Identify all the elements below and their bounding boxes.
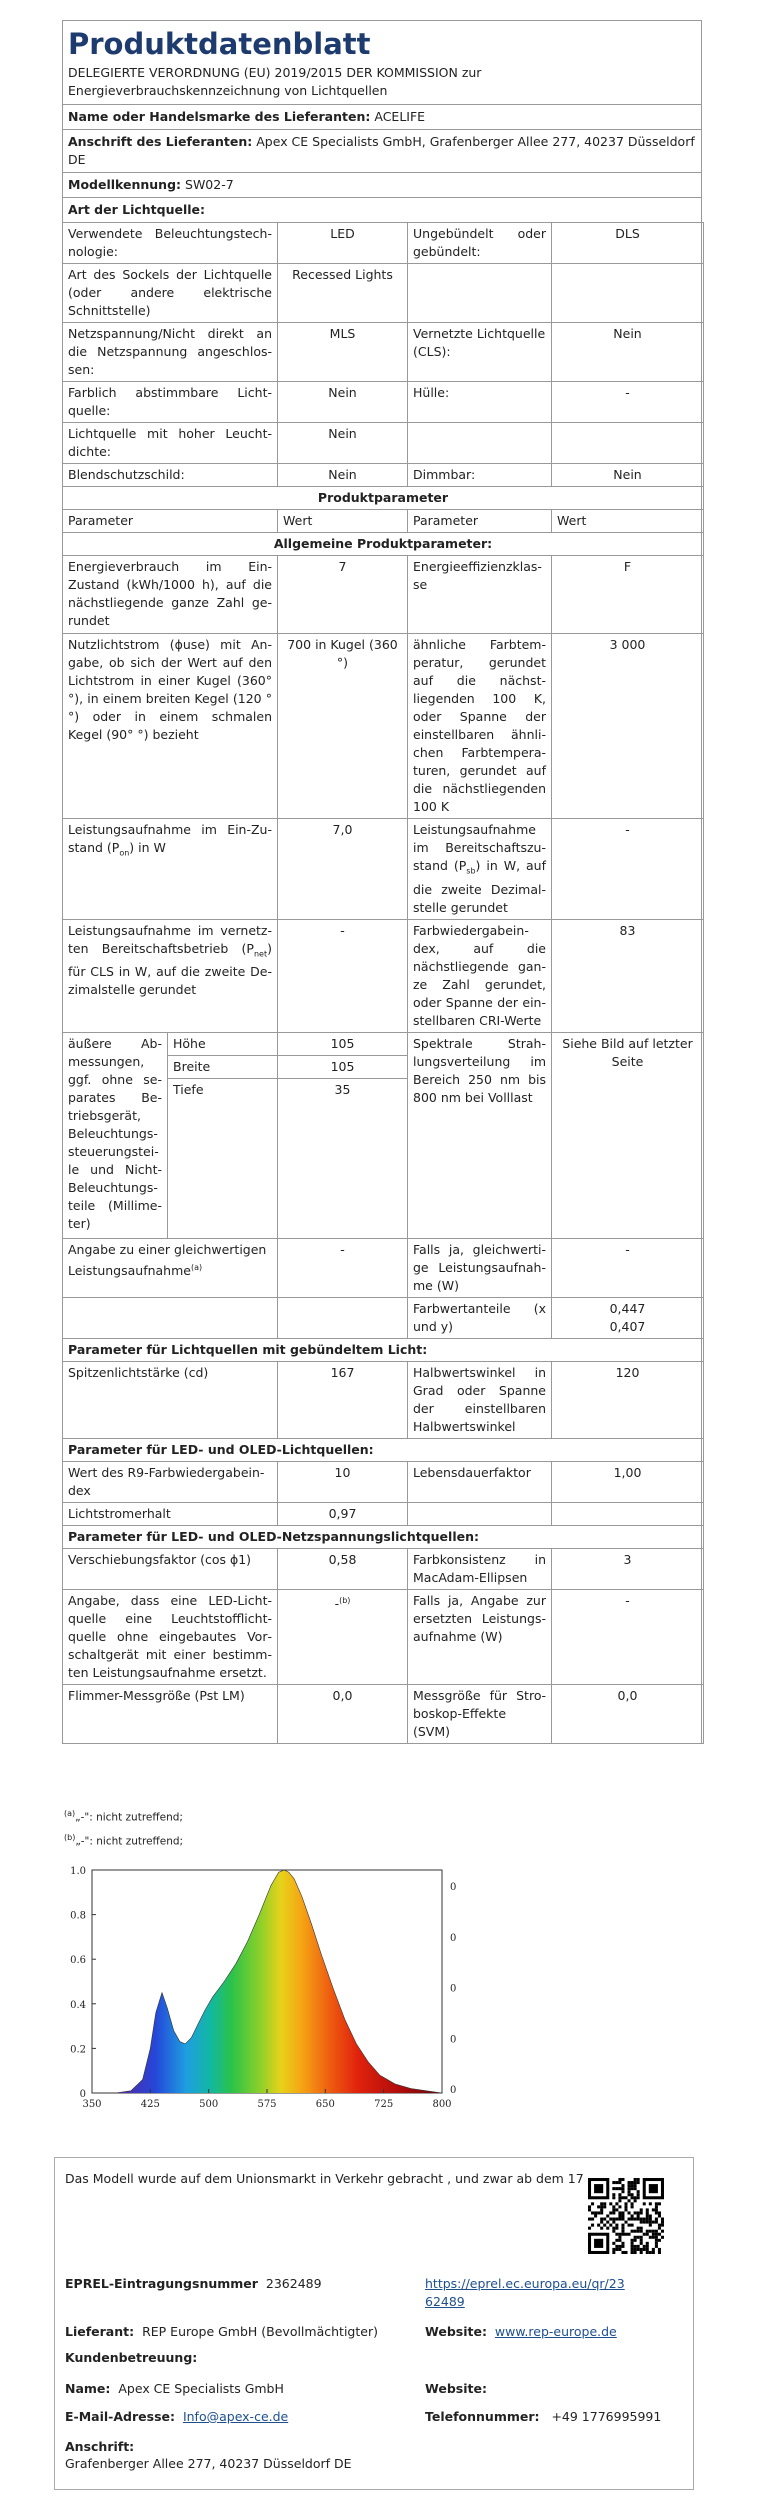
type-cell: Nein	[552, 464, 704, 487]
beam-angle-value: 120	[552, 1361, 704, 1438]
flicker-value: 0,0	[278, 1684, 408, 1743]
type-cell: Art des Sockels der Lichtquelle (oder andere elektrische Schnittstelle)	[63, 264, 278, 323]
x-tick-label: 575	[257, 2099, 277, 2110]
spectral-distribution-label: Spektrale Strahlungsverteilung im Bereich 250 nm bis 800 nm bei Volllast	[408, 1032, 552, 1238]
general-parameters-heading: Allgemeine Produktparameter:	[63, 533, 704, 556]
supplier-address-value: Apex CE Specialists GmbH, Grafenberger Allee 277, 40237 Düsseldorf DE	[68, 134, 695, 167]
replacement-right-label: Falls ja, Angabe zur ersetzten Leistungsaufnahme (W)	[408, 1589, 552, 1684]
light-source-type-table	[62, 222, 704, 1033]
phone-row: Telefonnummer: +49 1776995991	[425, 2409, 662, 2424]
param-cell: Energieeffizienzklasse	[408, 556, 552, 634]
footnote-b: $^{(b)}$„-": nicht zutreffend;	[64, 1832, 184, 1847]
column-header: Parameter	[408, 510, 552, 533]
table-row	[63, 1525, 704, 1548]
survival-factor-value: 1,00	[552, 1461, 704, 1502]
address-label: Anschrift:	[65, 2439, 135, 2454]
empty-cell	[408, 1502, 552, 1525]
table-row	[63, 1461, 704, 1502]
table-row	[63, 1238, 704, 1297]
macadam-label: Farbkonsistenz in MacAdam-Ellipsen	[408, 1548, 552, 1589]
spectral-chart	[52, 1858, 472, 2118]
dimensions-label: äußere Abmessungen, ggf. ohne separates Betriebsgerät, Beleuchtungssteuerungsteile und Nicht-Beleuchtungsteile (Millimeter)	[63, 1032, 168, 1238]
type-cell: Nein	[278, 423, 408, 464]
chromaticity-label: Farbwertanteile (x und y)	[408, 1297, 552, 1338]
dimension-name: Breite	[168, 1055, 278, 1078]
eprel-row	[65, 2275, 322, 2293]
table-row	[63, 556, 704, 634]
footnotes	[64, 1804, 183, 1851]
table-row	[63, 1589, 704, 1684]
column-header: Wert	[552, 510, 704, 533]
table-row	[63, 634, 704, 819]
type-cell: Verwendete Beleuchtungstechnologie:	[63, 223, 278, 264]
power-factor-value: 0,58	[278, 1548, 408, 1589]
table-row	[63, 223, 704, 264]
type-cell: Blendschutzschild:	[63, 464, 278, 487]
chromaticity-value: 0,447 0,407	[552, 1297, 704, 1338]
table-row	[63, 1438, 704, 1461]
model-row	[63, 172, 701, 197]
table-row	[63, 1297, 704, 1338]
param-cell: 3 000	[552, 634, 704, 819]
empty-cell	[63, 1297, 278, 1338]
param-cell: F	[552, 556, 704, 634]
power-factor-label: Verschiebungsfaktor (cos ɸ1)	[63, 1548, 278, 1589]
type-cell: Dimmbar:	[408, 464, 552, 487]
y-tick-label: 0.8	[70, 1910, 86, 1922]
qr-code-icon[interactable]	[588, 2178, 664, 2254]
directional-heading: Parameter für Lichtquellen mit gebündeltem Licht:	[63, 1338, 704, 1361]
stroboscopic-label: Messgröße für Stroboskop-Effekte (SVM)	[408, 1684, 552, 1743]
replacement-value: -$^{(b)}$	[278, 1589, 408, 1684]
table-row	[63, 1502, 704, 1525]
x-tick-label: 800	[432, 2099, 452, 2110]
model-value: SW02-7	[185, 177, 234, 192]
cri-value: 83	[552, 919, 704, 1032]
table-row	[63, 382, 704, 423]
equivalent-power-right-value: -	[552, 1238, 704, 1297]
table-row	[63, 1684, 704, 1743]
table-row	[63, 487, 704, 510]
type-cell: DLS	[552, 223, 704, 264]
type-cell: LED	[278, 223, 408, 264]
mains-heading: Parameter für LED- und OLED-Netzspannungslichtquellen:	[63, 1525, 704, 1548]
service-website-label: Website:	[425, 2381, 487, 2396]
right-tick-label: 0	[450, 1983, 457, 1995]
eprel-link[interactable]: https://eprel.ec.europa.eu/qr/23 62489	[425, 2276, 625, 2309]
type-cell: Hülle:	[408, 382, 552, 423]
dimension-value: 35	[278, 1078, 408, 1238]
peak-intensity-value: 167	[278, 1361, 408, 1438]
beam-angle-label: Halbwertswinkel in Grad oder Spanne der einstellbaren Halbwertswinkel	[408, 1361, 552, 1438]
table-row	[63, 1361, 704, 1438]
led-heading: Parameter für LED- und OLED-Lichtquellen:	[63, 1438, 704, 1461]
equivalent-power-right-label: Falls ja, gleichwertige Leistungsaufnahme (W)	[408, 1238, 552, 1297]
x-tick-label: 725	[374, 2099, 394, 2110]
customer-service-heading: Kundenbetreuung:	[65, 2350, 198, 2365]
supplier-name-value: ACELIFE	[374, 109, 426, 124]
spectral-distribution-value: Siehe Bild auf letzter Seite	[552, 1032, 704, 1238]
footnote-a: $^{(a)}$„-": nicht zutreffend;	[64, 1809, 183, 1824]
eprel-value: 2362489	[265, 2276, 322, 2291]
param-cell: Nutzlichtstrom (ɸuse) mit Angabe, ob sich der Wert auf den Lichtstrom in einer Kugel (360° °), in einem breiten Kegel (120 °°) oder in einem schmalen Kegel (90° °) bezieht	[63, 634, 278, 819]
column-header: Wert	[278, 510, 408, 533]
table-row	[63, 464, 704, 487]
dimension-value: 105	[278, 1032, 408, 1055]
type-cell: Nein	[552, 323, 704, 382]
email-row: E-Mail-Adresse: Info@apex-ce.de	[65, 2409, 289, 2424]
email-link[interactable]: Info@apex-ce.de	[182, 2409, 289, 2424]
param-cell: ähnliche Farbtemperatur, gerundet auf die nächstliegenden 100 K, oder Spanne der einstellbaren ähnlichen Farbtemperaturen, gerundet auf die nächstliegenden 100 K	[408, 634, 552, 819]
x-tick-label: 350	[82, 2099, 102, 2110]
x-tick-label: 650	[315, 2099, 335, 2110]
y-tick-label: 0	[79, 2089, 86, 2100]
r9-value: 10	[278, 1461, 408, 1502]
y-tick-label: 0.6	[70, 1955, 86, 1967]
macadam-value: 3	[552, 1548, 704, 1589]
table-row	[63, 1548, 704, 1589]
page-title: Produktdatenblatt	[68, 27, 371, 61]
type-cell	[552, 423, 704, 464]
type-cell: -	[552, 382, 704, 423]
placed-on-market-text: Das Modell wurde auf dem Unionsmarkt in Verkehr gebracht , und zwar ab dem 17	[65, 2171, 584, 2186]
dimensions-table	[62, 1032, 704, 1239]
r9-label: Wert des R9-Farbwiedergabeindex	[63, 1461, 278, 1502]
address-value: Grafenberger Allee 277, 40237 Düsseldorf DE	[65, 2456, 352, 2471]
table-row	[63, 423, 704, 464]
table-row	[63, 1032, 704, 1055]
empty-cell	[278, 1297, 408, 1338]
on-power-value: 7,0	[278, 819, 408, 920]
network-standby-label: Leistungsaufnahme im vernetzten Bereitschaftsbetrieb $(P_{net})$ für CLS in W, auf die zweite Dezimalstelle gerundet	[63, 919, 278, 1032]
right-tick-label: 0	[450, 1882, 457, 1893]
light-source-type-heading: Art der Lichtquelle:	[63, 197, 701, 222]
table-row	[63, 510, 704, 533]
replacement-label: Angabe, dass eine LED-Lichtquelle eine Leuchtstofflichtquelle ohne eingebautes Vorschaltgerät mit einer bestimmten Leistungsaufnahme ersetzt.	[63, 1589, 278, 1684]
y-tick-label: 0.2	[70, 2044, 86, 2056]
type-cell: Farblich abstimmbare Lichtquelle:	[63, 382, 278, 423]
stroboscopic-value: 0,0	[552, 1684, 704, 1743]
type-cell: Ungebündelt oder gebündelt:	[408, 223, 552, 264]
type-cell: Recessed Lights	[278, 264, 408, 323]
supplier-address-row	[63, 129, 701, 172]
dimension-name: Tiefe	[168, 1078, 278, 1238]
regulation-subtitle: DELEGIERTE VERORDNUNG (EU) 2019/2015 DER KOMMISSION zur Energieverbrauchskennzeichnung von Lichtquellen	[68, 65, 482, 98]
replacement-right-value: -	[552, 1589, 704, 1684]
flicker-label: Flimmer-Messgröße (Pst LM)	[63, 1684, 278, 1743]
on-power-label: Leistungsaufnahme im Ein-Zustand $(P_{on})$ in W	[63, 819, 278, 920]
standby-power-label: Leistungsaufnahme im Bereitschaftszustand $(P_{sb})$ in W, auf die zweite Dezimalstelle gerundet	[408, 819, 552, 920]
supplier-website-row: Website: www.rep-europe.de	[425, 2324, 617, 2339]
type-cell: Lichtquelle mit hoher Leuchtdichte:	[63, 423, 278, 464]
standby-power-value: -	[552, 819, 704, 920]
dimension-value: 105	[278, 1055, 408, 1078]
supplier-address-label: Anschrift des Lieferanten:	[68, 134, 253, 149]
survival-factor-label: Lebensdauerfaktor	[408, 1461, 552, 1502]
x-tick-label: 425	[140, 2099, 160, 2110]
y-tick-label: 1.0	[70, 1866, 86, 1877]
param-cell: 7	[278, 556, 408, 634]
supplier-row: Lieferant: REP Europe GmbH (Bevollmächtigter)	[65, 2324, 378, 2339]
table-row	[63, 264, 704, 323]
network-standby-value: -	[278, 919, 408, 1032]
table-row	[63, 323, 704, 382]
cri-label: Farbwiedergabeindex, auf die nächstliegende ganze Zahl gerundet, oder Spanne der einstellbaren CRI-Werte	[408, 919, 552, 1032]
type-cell: MLS	[278, 323, 408, 382]
product-datasheet	[62, 20, 702, 1744]
footer-box	[54, 2157, 694, 2490]
param-cell: Energieverbrauch im Ein-Zustand (kWh/1000 h), auf die nächstliegende ganze Zahl gerundet	[63, 556, 278, 634]
type-cell: Netzspannung/Nicht direkt an die Netzspannung angeschlossen:	[63, 323, 278, 382]
right-tick-label: 0	[450, 2085, 457, 2096]
type-cell	[552, 264, 704, 323]
lumen-maintenance-value: 0,97	[278, 1502, 408, 1525]
lumen-maintenance-label: Lichtstromerhalt	[63, 1502, 278, 1525]
model-label: Modellkennung:	[68, 177, 182, 192]
type-cell	[408, 264, 552, 323]
supplier-website-link[interactable]: www.rep-europe.de	[494, 2324, 617, 2339]
right-tick-label: 0	[450, 1932, 457, 1944]
peak-intensity-label: Spitzenlichtstärke (cd)	[63, 1361, 278, 1438]
type-cell: Nein	[278, 464, 408, 487]
eprel-label: EPREL-Eintragungsnummer	[65, 2276, 258, 2291]
table-row	[63, 919, 704, 1032]
parameters-table-lower	[62, 1238, 704, 1744]
product-parameters-heading: Produktparameter	[63, 487, 704, 510]
y-tick-label: 0.4	[70, 1999, 86, 2011]
right-tick-label: 0	[450, 2034, 457, 2046]
type-cell	[408, 423, 552, 464]
type-cell: Nein	[278, 382, 408, 423]
supplier-name-label: Name oder Handelsmarke des Lieferanten:	[68, 109, 371, 124]
type-cell: Vernetzte Lichtquelle (CLS):	[408, 323, 552, 382]
param-cell: 700 in Kugel (360 °)	[278, 634, 408, 819]
equivalent-power-label: Angabe zu einer gleichwertigen Leistungsaufnahme$^{(a)}$	[63, 1238, 278, 1297]
table-row	[63, 819, 704, 920]
empty-cell	[552, 1502, 704, 1525]
table-row	[63, 533, 704, 556]
column-header: Parameter	[63, 510, 278, 533]
supplier-name-row	[63, 104, 701, 129]
equivalent-power-value: -	[278, 1238, 408, 1297]
x-tick-label: 500	[199, 2099, 219, 2110]
service-name-row: Name: Apex CE Specialists GmbH	[65, 2381, 284, 2396]
table-row	[63, 1338, 704, 1361]
dimension-name: Höhe	[168, 1032, 278, 1055]
